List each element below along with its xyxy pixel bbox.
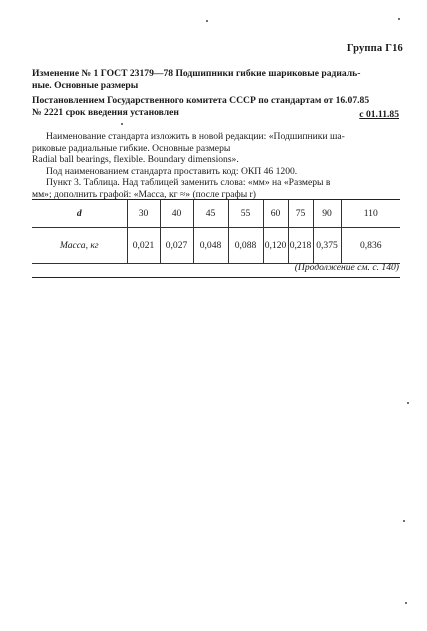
body-line: риковые радиальные гибкие. Основные размеры (32, 142, 231, 154)
table-cell: 45 (193, 200, 228, 228)
table-cell: 0,027 (160, 228, 193, 264)
table-cell: d (32, 200, 127, 228)
scan-speck (206, 20, 208, 22)
table-cell: 0,836 (341, 228, 400, 264)
scan-speck (121, 123, 123, 125)
table-cell: 0,218 (288, 228, 313, 264)
continuation-note: (Продолжение см. с. 140) (294, 262, 399, 273)
amendment-title (32, 68, 402, 91)
table-header-row (32, 200, 400, 228)
table-cell: 30 (127, 200, 160, 228)
table-cell: Масса, кг (32, 228, 127, 264)
amendment-title-line: ные. Основные размеры (32, 79, 139, 91)
table-cell: 0,021 (127, 228, 160, 264)
table-cell: 0,088 (228, 228, 263, 264)
table-cell: 0,375 (313, 228, 341, 264)
body-line: мм»; дополнить графой: «Масса, кг ≈» (после графы r) (32, 188, 256, 200)
decree-line: № 2221 срок введения установлен (32, 106, 179, 118)
group-label: Группа Г16 (346, 43, 403, 54)
table-cell: 0,048 (193, 228, 228, 264)
scan-speck (398, 18, 400, 20)
table-cell: 55 (228, 200, 263, 228)
table-cell: 40 (160, 200, 193, 228)
body-line: Radial ball bearings, flexible. Boundary dimensions». (32, 154, 239, 165)
table-row (32, 228, 400, 264)
body-line: Наименование стандарта изложить в новой редакции: «Подшипники ша- (46, 131, 345, 142)
body-line: Пункт 3. Таблица. Над таблицей заменить слова: «мм» на «Размеры в (46, 177, 331, 188)
scan-speck (407, 402, 409, 404)
scan-speck (405, 602, 407, 604)
mass-table (32, 200, 400, 264)
decree-text (32, 95, 402, 118)
table-cell: 0,120 (263, 228, 288, 264)
effective-date: с 01.11.85 (359, 109, 399, 120)
scan-speck (403, 520, 405, 522)
decree-line: Постановлением Государственного комитета СССР по стандартам от 16.07.85 (32, 95, 370, 106)
body-text (32, 131, 402, 200)
table-cell: 90 (313, 200, 341, 228)
amendment-title-line: Изменение № 1 ГОСТ 23179—78 Подшипники гибкие шариковые радиаль- (32, 68, 361, 79)
body-line: Под наименованием стандарта проставить код: ОКП 46 1200. (46, 165, 298, 177)
table-cell: 60 (263, 200, 288, 228)
bottom-rule (32, 277, 400, 278)
table-cell: 75 (288, 200, 313, 228)
table-cell: 110 (341, 200, 400, 228)
